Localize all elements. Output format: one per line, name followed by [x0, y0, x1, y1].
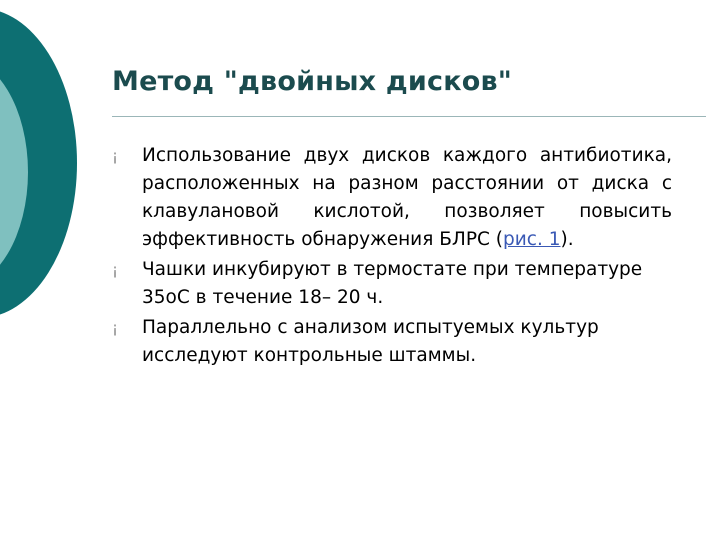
list-item-text-tail: ). [560, 229, 574, 250]
list-item [112, 314, 672, 370]
list-item [112, 142, 672, 254]
list-item-text [142, 142, 672, 254]
list-item-text: Чашки инкубируют в термостате при температуре 35оС в течение 18– 20 ч. [142, 259, 643, 308]
figure-link[interactable]: рис. 1 [503, 229, 561, 250]
list-item-text: Параллельно с анализом испытуемых культур исследуют контрольные штаммы. [142, 317, 599, 366]
bullet-list [112, 142, 672, 372]
bullet-glyph-icon: ¡ [112, 147, 119, 165]
list-item [112, 256, 672, 312]
title-divider [112, 116, 706, 117]
page-title: Метод "двойных дисков" [112, 66, 513, 97]
list-item-text-part: Использование двух дисков каждого антибиотика, расположенных на разном расстоянии от диска с клавулановой кислотой, позволяет повысить эффективность обнаружения БЛРС ( [142, 145, 672, 250]
bullet-glyph-icon: ¡ [112, 319, 119, 337]
bullet-glyph-icon: ¡ [112, 261, 119, 279]
